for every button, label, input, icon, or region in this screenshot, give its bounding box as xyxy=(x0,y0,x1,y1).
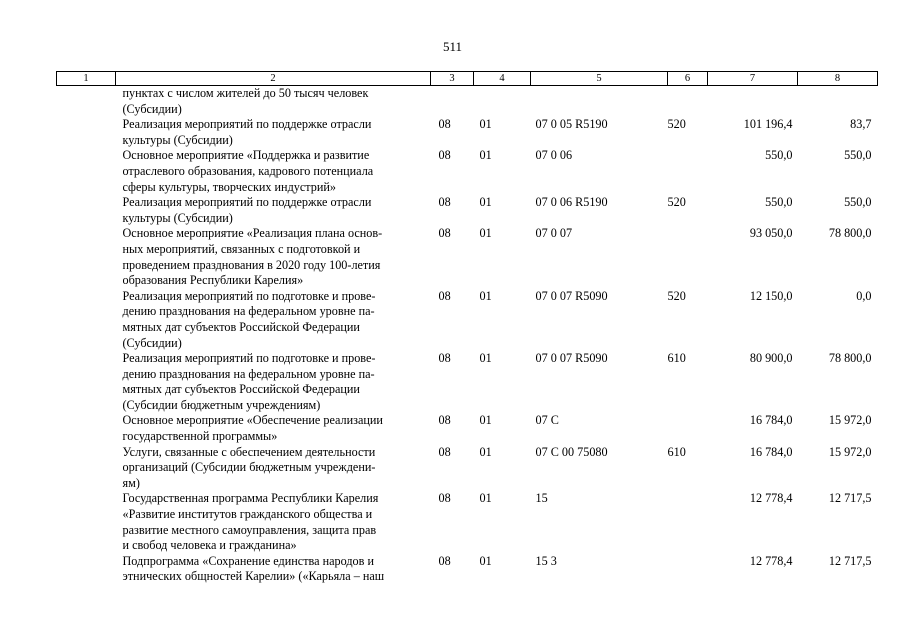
row-empty-cell xyxy=(57,226,116,288)
row-amount-2: 78 800,0 xyxy=(828,351,872,366)
row-amount-2: 12 717,5 xyxy=(828,553,872,568)
row-expense-type: 610 xyxy=(667,444,686,459)
row-subsection xyxy=(474,86,531,118)
row-empty-cell xyxy=(57,413,116,444)
column-header-6: 6 xyxy=(668,72,708,86)
column-header-1: 1 xyxy=(57,72,116,86)
row-expense-type xyxy=(668,491,708,553)
row-amount-1: 12 778,4 xyxy=(749,491,793,506)
row-target-code: 07 С 00 75080 xyxy=(535,444,608,459)
row-name: Основное мероприятие «Реализация плана основ- ных мероприятий, связанных с подготовкой и проведением празднования в 2020 году 100-летия образования Республики Карелия» xyxy=(122,226,383,288)
table-row xyxy=(57,413,878,444)
row-target-code: 07 0 06 R5190 xyxy=(535,195,608,210)
row-amount-1: 16 784,0 xyxy=(749,413,793,428)
row-subsection: 01 xyxy=(479,117,492,132)
row-empty-cell xyxy=(57,554,116,585)
column-header-3: 3 xyxy=(431,72,474,86)
table-row xyxy=(57,117,878,148)
table-row xyxy=(57,554,878,585)
row-section: 08 xyxy=(438,117,451,132)
row-section: 08 xyxy=(438,148,451,163)
row-amount-1 xyxy=(708,86,798,118)
row-amount-2: 0,0 xyxy=(856,288,872,303)
row-subsection: 01 xyxy=(479,444,492,459)
row-amount-1: 550,0 xyxy=(765,195,793,210)
row-amount-1: 16 784,0 xyxy=(749,444,793,459)
row-target-code: 15 xyxy=(535,491,548,506)
row-empty-cell xyxy=(57,86,116,118)
column-header-8: 8 xyxy=(798,72,878,86)
table-row xyxy=(57,491,878,553)
row-section: 08 xyxy=(438,226,451,241)
row-expense-type: 520 xyxy=(667,195,686,210)
row-empty-cell xyxy=(57,351,116,413)
row-target-code: 15 3 xyxy=(535,553,557,568)
row-amount-1: 93 050,0 xyxy=(749,226,793,241)
row-subsection: 01 xyxy=(479,553,492,568)
table-row xyxy=(57,86,878,118)
row-section: 08 xyxy=(438,288,451,303)
row-expense-type: 520 xyxy=(667,117,686,132)
row-amount-2: 83,7 xyxy=(850,117,872,132)
row-name: Реализация мероприятий по подготовке и прове- дению празднования на федеральном уровне па- мятных дат субъектов Российской Федерации (Субсидии) xyxy=(122,288,376,350)
table-row xyxy=(57,226,878,288)
row-amount-1: 12 778,4 xyxy=(749,553,793,568)
row-name: Подпрограмма «Сохранение единства народов и этнических общностей Карелии» («Карьяла – наш xyxy=(122,553,385,584)
row-expense-type: 610 xyxy=(667,351,686,366)
row-empty-cell xyxy=(57,148,116,195)
row-target-code: 07 0 07 xyxy=(535,226,573,241)
table-row xyxy=(57,195,878,226)
row-amount-1: 550,0 xyxy=(765,148,793,163)
row-section xyxy=(431,86,474,118)
row-subsection: 01 xyxy=(479,148,492,163)
row-expense-type xyxy=(668,413,708,444)
table-row xyxy=(57,445,878,492)
row-target-code: 07 0 07 R5090 xyxy=(535,288,608,303)
row-amount-2: 550,0 xyxy=(844,195,872,210)
row-target-code: 07 С xyxy=(535,413,559,428)
row-subsection: 01 xyxy=(479,288,492,303)
row-amount-1: 101 196,4 xyxy=(743,117,793,132)
row-name: Основное мероприятие «Обеспечение реализации государственной программы» xyxy=(122,413,383,444)
budget-table xyxy=(56,71,878,585)
column-number-row xyxy=(57,72,878,86)
row-empty-cell xyxy=(57,491,116,553)
column-header-5: 5 xyxy=(531,72,668,86)
row-section: 08 xyxy=(438,195,451,210)
column-header-4: 4 xyxy=(474,72,531,86)
row-section: 08 xyxy=(438,413,451,428)
row-subsection: 01 xyxy=(479,195,492,210)
row-amount-2: 15 972,0 xyxy=(828,444,872,459)
row-expense-type xyxy=(668,554,708,585)
row-empty-cell xyxy=(57,445,116,492)
row-section: 08 xyxy=(438,351,451,366)
row-empty-cell xyxy=(57,289,116,351)
table-row xyxy=(57,289,878,351)
row-name: Услуги, связанные с обеспечением деятельности организаций (Субсидии бюджетным учреждени- ям) xyxy=(122,444,376,490)
row-amount-2: 550,0 xyxy=(844,148,872,163)
table-body xyxy=(57,86,878,586)
row-expense-type: 520 xyxy=(667,288,686,303)
page-number: 511 xyxy=(442,39,463,54)
row-section: 08 xyxy=(438,491,451,506)
row-amount-2: 15 972,0 xyxy=(828,413,872,428)
row-name: Реализация мероприятий по поддержке отрасли культуры (Субсидии) xyxy=(122,195,372,225)
row-expense-type xyxy=(668,86,708,118)
table-row xyxy=(57,351,878,413)
row-name: Основное мероприятие «Поддержка и развитие отраслевого образования, кадрового потенциала сферы культуры, творческих индустрий» xyxy=(122,148,374,194)
row-empty-cell xyxy=(57,117,116,148)
row-empty-cell xyxy=(57,195,116,226)
row-section: 08 xyxy=(438,444,451,459)
row-name: Государственная программа Республики Карелия «Развитие институтов гражданского общества и развитие местного самоуправления, защита прав и свобод человека и гражданина» xyxy=(122,491,379,553)
row-target-code: 07 0 05 R5190 xyxy=(535,117,608,132)
row-expense-type xyxy=(668,226,708,288)
row-target-code: 07 0 06 xyxy=(535,148,573,163)
row-subsection: 01 xyxy=(479,491,492,506)
row-amount-2: 12 717,5 xyxy=(828,491,872,506)
row-name: Реализация мероприятий по подготовке и прове- дению празднования на федеральном уровне па- мятных дат субъектов Российской Федерации (Субсидии бюджетным учреждениям) xyxy=(122,351,376,412)
row-subsection: 01 xyxy=(479,413,492,428)
row-subsection: 01 xyxy=(479,226,492,241)
column-header-7: 7 xyxy=(708,72,798,86)
column-header-2: 2 xyxy=(116,72,431,86)
row-expense-type xyxy=(668,148,708,195)
row-amount-1: 12 150,0 xyxy=(749,288,793,303)
row-amount-2: 78 800,0 xyxy=(828,226,872,241)
row-target-code xyxy=(531,86,668,118)
row-section: 08 xyxy=(438,553,451,568)
table-row xyxy=(57,148,878,195)
row-amount-1: 80 900,0 xyxy=(749,351,793,366)
row-name: Реализация мероприятий по поддержке отрасли культуры (Субсидии) xyxy=(122,117,372,147)
row-amount-2 xyxy=(798,86,878,118)
row-target-code: 07 0 07 R5090 xyxy=(535,351,608,366)
row-name: пунктах с числом жителей до 50 тысяч человек (Субсидии) xyxy=(122,86,369,116)
row-subsection: 01 xyxy=(479,351,492,366)
